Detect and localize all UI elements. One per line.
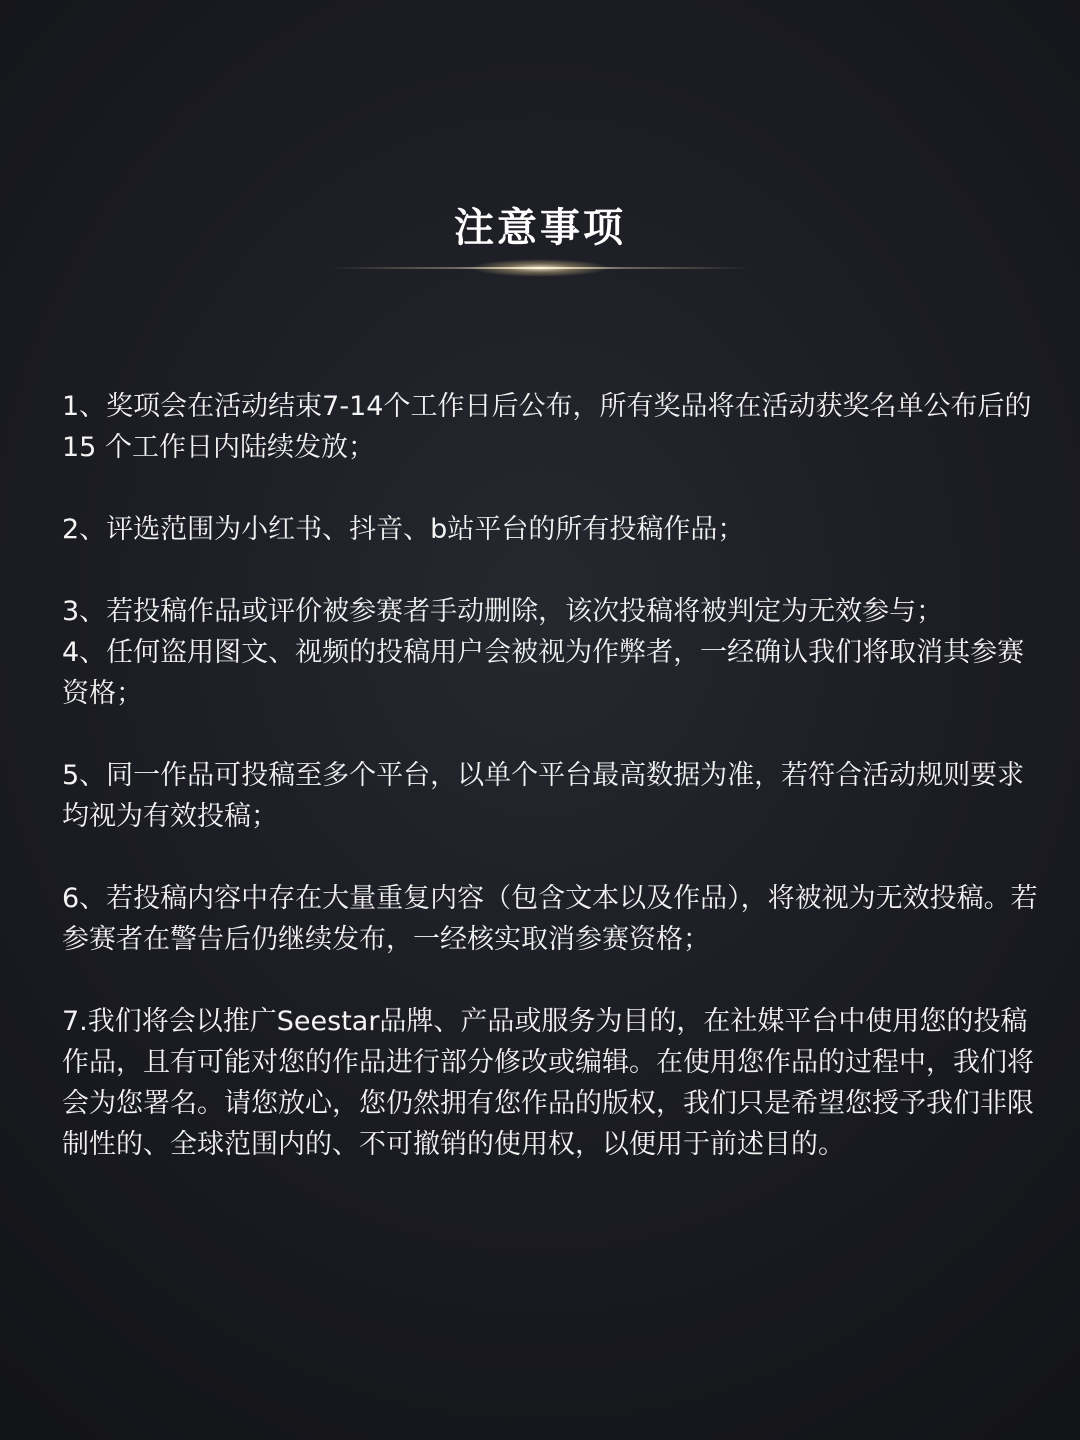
note-item-1: 1、奖项会在活动结束7-14个工作日后公布，所有奖品将在活动获奖名单公布后的 15 个工作日内陆续发放； — [62, 391, 1032, 463]
spacer — [62, 550, 1047, 591]
note-item-7: 7.我们将会以推广Seestar品牌、产品或服务为目的，在社媒平台中使用您的投稿作品，且有可能对您的作品进行部分修改或编辑。在使用您作品的过程中，我们将会为您署名。请您放心，您仍然拥有您作品的版权，我们只是希望您授予我们非限制性的、全球范围内的、不可撤销的使用权，以便用于前述目的。 — [62, 1006, 1034, 1160]
note-item-6: 6、若投稿内容中存在大量重复内容（包含文本以及作品），将被视为无效投稿。若参赛者在警告后仍继续发布，一经核实取消参赛资格； — [62, 883, 1038, 955]
spacer — [62, 714, 1047, 755]
note-item-2: 2、评选范围为小红书、抖音、b站平台的所有投稿作品； — [62, 514, 745, 545]
notes-list — [62, 386, 1047, 1165]
note-item-3: 3、若投稿作品或评价被参赛者手动删除，该次投稿将被判定为无效参与； — [62, 596, 944, 627]
note-item-5: 5、同一作品可投稿至多个平台，以单个平台最高数据为准，若符合活动规则要求均视为有效投稿； — [62, 760, 1025, 832]
note-item-4: 4、任何盗用图文、视频的投稿用户会被视为作弊者，一经确认我们将取消其参赛资格； — [62, 637, 1025, 709]
divider-glow — [470, 259, 610, 277]
spacer — [62, 837, 1047, 878]
spacer — [62, 960, 1047, 1001]
spacer — [62, 468, 1047, 509]
page-title: 注意事项 — [454, 205, 626, 251]
